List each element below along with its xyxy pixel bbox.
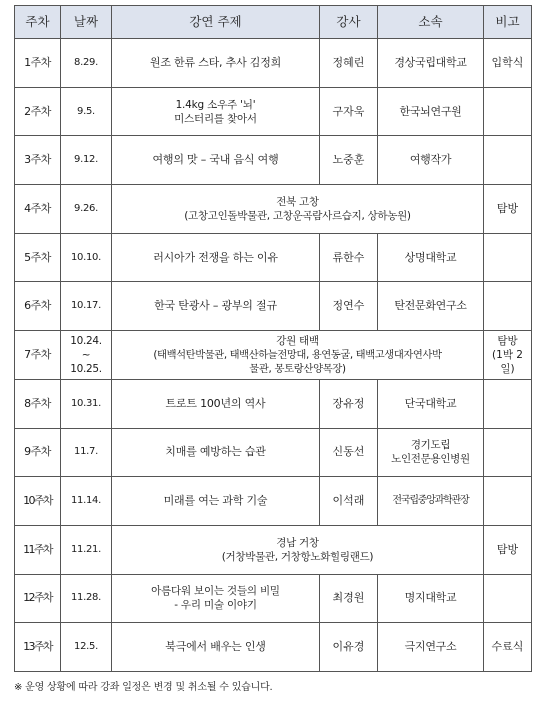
affiliation-cell: 단국대학교 bbox=[378, 379, 484, 428]
week-cell: 6주차 bbox=[15, 282, 61, 331]
header-lecturer: 강사 bbox=[320, 6, 378, 39]
table-row bbox=[15, 428, 532, 477]
note-cell bbox=[484, 428, 532, 477]
topic-cell: 치매를 예방하는 습관 bbox=[112, 428, 320, 477]
topic-cell: 트로트 100년의 역사 bbox=[112, 379, 320, 428]
week-cell: 12주차 bbox=[15, 574, 61, 623]
topic-cell bbox=[112, 87, 320, 136]
note-cell bbox=[484, 379, 532, 428]
week-cell: 8주차 bbox=[15, 379, 61, 428]
note-cell bbox=[484, 87, 532, 136]
trip-title: 강원 태백 bbox=[276, 334, 319, 347]
affiliation-line: 노인전문용인병원 bbox=[391, 453, 470, 466]
table-row bbox=[15, 87, 532, 136]
trip-places: 물관, 몽토랑산양목장) bbox=[249, 362, 346, 375]
lecturer-cell: 정연수 bbox=[320, 282, 378, 331]
date-cell: 9.5. bbox=[61, 87, 112, 136]
topic-cell bbox=[112, 574, 320, 623]
note-cell bbox=[484, 233, 532, 282]
table-row bbox=[15, 477, 532, 526]
affiliation-cell: 한국뇌연구원 bbox=[378, 87, 484, 136]
topic-line: 1.4kg 소우주 '뇌' bbox=[175, 98, 256, 111]
topic-cell: 북극에서 배우는 인생 bbox=[112, 623, 320, 672]
date-line: 10.24. bbox=[70, 334, 102, 347]
lecturer-cell: 이유경 bbox=[320, 623, 378, 672]
week-cell: 4주차 bbox=[15, 185, 61, 234]
date-line: 10.25. bbox=[70, 362, 102, 375]
trip-places: (거창박물관, 거창항노화힐링랜드) bbox=[221, 550, 374, 563]
header-note: 비고 bbox=[484, 6, 532, 39]
date-cell: 8.29. bbox=[61, 39, 112, 88]
date-cell: 11.21. bbox=[61, 525, 112, 574]
date-cell: 11.28. bbox=[61, 574, 112, 623]
topic-cell: 원조 한류 스타, 추사 김정희 bbox=[112, 39, 320, 88]
table-row bbox=[15, 136, 532, 185]
topic-cell: 한국 탄광사 – 광부의 절규 bbox=[112, 282, 320, 331]
affiliation-cell: 전국립중앙과학관장 bbox=[378, 477, 484, 526]
note-cell: 수료식 bbox=[484, 623, 532, 672]
affiliation-cell: 여행작가 bbox=[378, 136, 484, 185]
trip-places: (태백석탄박물관, 태백산하늘전망대, 용연동굴, 태백고생대자연사박 bbox=[153, 348, 442, 361]
trip-title: 경남 거창 bbox=[276, 536, 319, 549]
table-row bbox=[15, 39, 532, 88]
note-cell bbox=[484, 282, 532, 331]
schedule-change-footnote: ※ 운영 상황에 따라 강좌 일정은 변경 및 취소될 수 있습니다. bbox=[14, 682, 273, 693]
lecturer-cell: 최경원 bbox=[320, 574, 378, 623]
table-row bbox=[15, 282, 532, 331]
date-cell bbox=[61, 331, 112, 380]
table-row bbox=[15, 331, 532, 380]
affiliation-line: 경기도립 bbox=[410, 439, 451, 452]
affiliation-cell: 경상국립대학교 bbox=[378, 39, 484, 88]
note-line: 탐방 bbox=[497, 334, 518, 347]
lecturer-cell: 장유정 bbox=[320, 379, 378, 428]
week-cell: 7주차 bbox=[15, 331, 61, 380]
lecturer-cell: 신동선 bbox=[320, 428, 378, 477]
date-line: ~ bbox=[81, 348, 91, 361]
date-cell: 12.5. bbox=[61, 623, 112, 672]
note-cell bbox=[484, 331, 532, 380]
header-week: 주차 bbox=[15, 6, 61, 39]
note-cell bbox=[484, 574, 532, 623]
lecturer-cell: 류한수 bbox=[320, 233, 378, 282]
header-date: 날짜 bbox=[61, 6, 112, 39]
note-cell: 탐방 bbox=[484, 185, 532, 234]
date-cell: 10.31. bbox=[61, 379, 112, 428]
affiliation-cell: 탄전문화연구소 bbox=[378, 282, 484, 331]
week-cell: 9주차 bbox=[15, 428, 61, 477]
table-row bbox=[15, 574, 532, 623]
lecture-schedule-table bbox=[14, 5, 532, 672]
date-cell: 11.14. bbox=[61, 477, 112, 526]
topic-cell: 여행의 맛 – 국내 음식 여행 bbox=[112, 136, 320, 185]
week-cell: 1주차 bbox=[15, 39, 61, 88]
topic-line: 미스터리를 찾아서 bbox=[174, 112, 257, 125]
date-cell: 9.26. bbox=[61, 185, 112, 234]
date-cell: 10.10. bbox=[61, 233, 112, 282]
week-cell: 13주차 bbox=[15, 623, 61, 672]
note-line: 일) bbox=[500, 362, 515, 375]
topic-cell: 러시아가 전쟁을 하는 이유 bbox=[112, 233, 320, 282]
week-cell: 11주차 bbox=[15, 525, 61, 574]
table-row bbox=[15, 379, 532, 428]
lecturer-cell: 정혜린 bbox=[320, 39, 378, 88]
date-cell: 11.7. bbox=[61, 428, 112, 477]
date-cell: 10.17. bbox=[61, 282, 112, 331]
trip-title: 전북 고창 bbox=[276, 195, 319, 208]
field-trip-cell bbox=[112, 525, 484, 574]
date-cell: 9.12. bbox=[61, 136, 112, 185]
topic-line: - 우리 미술 이야기 bbox=[174, 599, 257, 612]
affiliation-cell: 극지연구소 bbox=[378, 623, 484, 672]
trip-places: (고창고인돌박물관, 고창운곡람사르습지, 상하농원) bbox=[184, 209, 411, 222]
note-cell bbox=[484, 136, 532, 185]
table-row bbox=[15, 623, 532, 672]
table-row bbox=[15, 233, 532, 282]
table-header-row bbox=[15, 6, 532, 39]
table-row bbox=[15, 525, 532, 574]
affiliation-cell: 상명대학교 bbox=[378, 233, 484, 282]
field-trip-cell bbox=[112, 331, 484, 380]
affiliation-cell: 명지대학교 bbox=[378, 574, 484, 623]
week-cell: 5주차 bbox=[15, 233, 61, 282]
header-topic: 강연 주제 bbox=[112, 6, 320, 39]
table-row bbox=[15, 185, 532, 234]
lecturer-cell: 구자욱 bbox=[320, 87, 378, 136]
topic-line: 아름다워 보이는 것들의 비밀 bbox=[151, 585, 280, 598]
week-cell: 3주차 bbox=[15, 136, 61, 185]
note-line: (1박 2 bbox=[492, 348, 523, 361]
note-cell: 탐방 bbox=[484, 525, 532, 574]
lecturer-cell: 노중훈 bbox=[320, 136, 378, 185]
header-affiliation: 소속 bbox=[378, 6, 484, 39]
week-cell: 10주차 bbox=[15, 477, 61, 526]
week-cell: 2주차 bbox=[15, 87, 61, 136]
field-trip-cell bbox=[112, 185, 484, 234]
topic-cell: 미래를 여는 과학 기술 bbox=[112, 477, 320, 526]
lecturer-cell: 이석래 bbox=[320, 477, 378, 526]
note-cell: 입학식 bbox=[484, 39, 532, 88]
affiliation-cell bbox=[378, 428, 484, 477]
note-cell bbox=[484, 477, 532, 526]
